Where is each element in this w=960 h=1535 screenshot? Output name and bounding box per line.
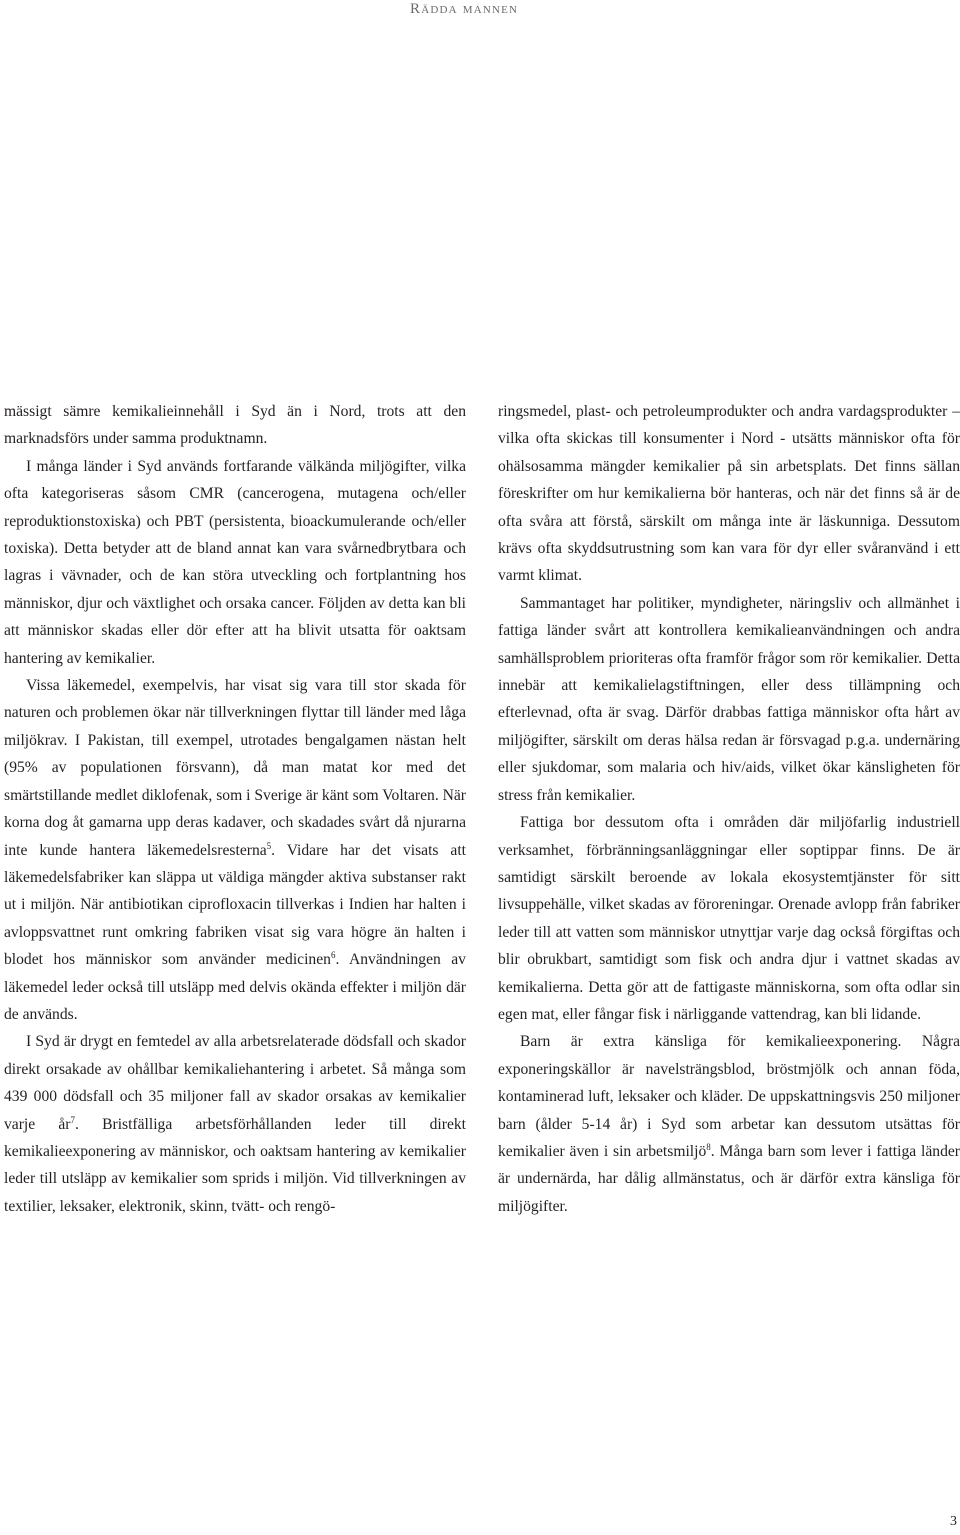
running-header: Rädda mannen [410, 1, 519, 17]
text-segment: . Bristfälliga arbetsförhållanden leder till direkt kemikalieexponering av människor, och oaktsam hantering av kemikalier leder till utsläpp av kemikalier som sprids i miljön. Vid tillverkningen av textilier, leksaker, elektronik, skinn, tvätt- och rengö- [4, 1115, 466, 1215]
paragraph-continued: mässigt sämre kemikalieinnehåll i Syd än i Nord, trots att den marknadsförs under samma produktnamn. [4, 403, 466, 448]
paragraph-continued: ringsmedel, plast- och petroleumprodukter och andra vardagsprodukter – vilka ofta skickas till konsumenter i Nord - utsätts människor ofta för ohälsosamma mängder kemikalier på sin arbetsplats. Det finns sällan föreskrifter om hur kemikalierna bör hanteras, och när det finns så är de ofta svåra att förstå, särskilt om många inte är läskunniga. Dessutom krävs ofta skyddsutrustning som kan vara för dyr eller svåranvänd i ett varmt klimat. [498, 403, 960, 585]
paragraph-summary: Sammantaget har politiker, myndigheter, näringsliv och allmänhet i fattiga länder svårt att kontrollera kemikalieanvändningen och andra samhällsproblem prioriteras ofta framför frågor som rör kemikalier. Detta innebär att kemikalielagstiftningen, eller dess tillämpning och efterlevnad, ofta är svag. Därför drabbas fattiga människor ofta hårt av miljögifter, särskilt om deras hälsa redan är försvagad p.g.a. undernäring eller sjukdomar, som malaria och hiv/aids, vilket ökar känsligheten för stress från kemikalier. [498, 594, 960, 804]
paragraph-children [498, 1028, 960, 1220]
footnote-ref-7: 7 [70, 1114, 75, 1125]
left-column [4, 398, 466, 1220]
text-segment: . Vidare har det visats att läkemedelsfabriker kan släppa ut väldiga mängder aktiva substanser rakt ut i miljön. När antibiotikan ciprofloxacin tillverkas i Indien har halten i avloppsvattnet runt omkring fabriken visat sig vara högre än halten i blodet hos människor som använder medicinen [4, 841, 467, 969]
paragraph-poor-areas: Fattiga bor dessutom ofta i områden där miljöfarlig industriell verksamhet, förbränningsanläggningar eller soptippar finns. De är samtidigt särskilt beroende av lokala ekosystemtjänster för sitt livsuppehälle, vilket skadas av föroreningar. Orenade avlopp från fabriker leder till att vatten som människor utnyttjar varje dag också förgiftas och blir obrukbart, samtidigt som fisk och andra djur i vattnet skadas av kemikalierna. Detta gör att de fattigaste människorna, som ofta odlar sin egen mat, eller fångar fisk i närliggande vattendrag, kan bli lidande. [498, 814, 960, 1023]
text-segment: Barn är extra känsliga för kemikalieexponering. Några exponeringskällor är navelsträngsblod, bröstmjölk och annan föda, kontaminerad luft, leksaker och kläder. De uppskattningsvis 250 miljoner barn (ålder 5-14 år) i Syd som arbetar kan dessutom utsättas för kemikalier även i sin arbetsmiljö [498, 1033, 960, 1160]
paragraph-environmental-toxins: I många länder i Syd används fortfarande välkända miljögifter, vilka ofta kategoriseras såsom CMR (cancerogena, mutagena och/eller reproduktionstoxiska) och PBT (persistenta, bioackumulerande och/eller toxiska). Detta betyder att de bland annat kan vara svårnedbrytbara och lagras i vävnader, och de kan störa utveckling och fortplantning hos människor, djur och växtlighet och orsaka cancer. Följden av detta kan bli att människor skadas eller dör efter att ha blivit utsatta för oaktsam hantering av kemikalier. [4, 457, 466, 667]
paragraph-work-related-deaths [4, 1028, 466, 1220]
text-segment: I Syd är drygt en femtedel av alla arbetsrelaterade dödsfall och skador direkt orsakade av ohållbar kemikaliehantering i arbetet. Så många som 439 000 dödsfall och 35 miljoner fall av skador orsakas av kemikalier varje år [4, 1033, 466, 1133]
text-segment: Vissa läkemedel, exempelvis, har visat sig vara till stor skada för naturen och problemen ökar när tillverkningen flyttar till länder med låga miljökrav. I Pakistan, till exempel, utrotades bengalgamen nästan helt (95% av populationen försvann), då man matat kor med det smärtstillande medlet diklofenak, som i Sverige är känt som Voltaren. När korna dog åt gamarna upp deras kadaver, och skadades svårt då njurarna inte kunde hantera läkemedelsresterna [4, 677, 466, 859]
right-column [498, 398, 960, 1220]
text-segment: . Många barn som lever i fattiga länder är undernärda, har dålig allmänstatus, och är därför extra känsliga för miljögifter. [498, 1142, 960, 1215]
text-segment: . Användningen av läkemedel leder också till utsläpp med delvis okända effekter i miljön där de används. [4, 951, 466, 1023]
page-number: 3 [950, 1514, 957, 1529]
paragraph-pharmaceuticals [4, 672, 466, 1028]
footnote-ref-6: 6 [330, 950, 336, 961]
footnote-ref-8: 8 [706, 1141, 711, 1152]
footnote-ref-5: 5 [266, 840, 272, 851]
